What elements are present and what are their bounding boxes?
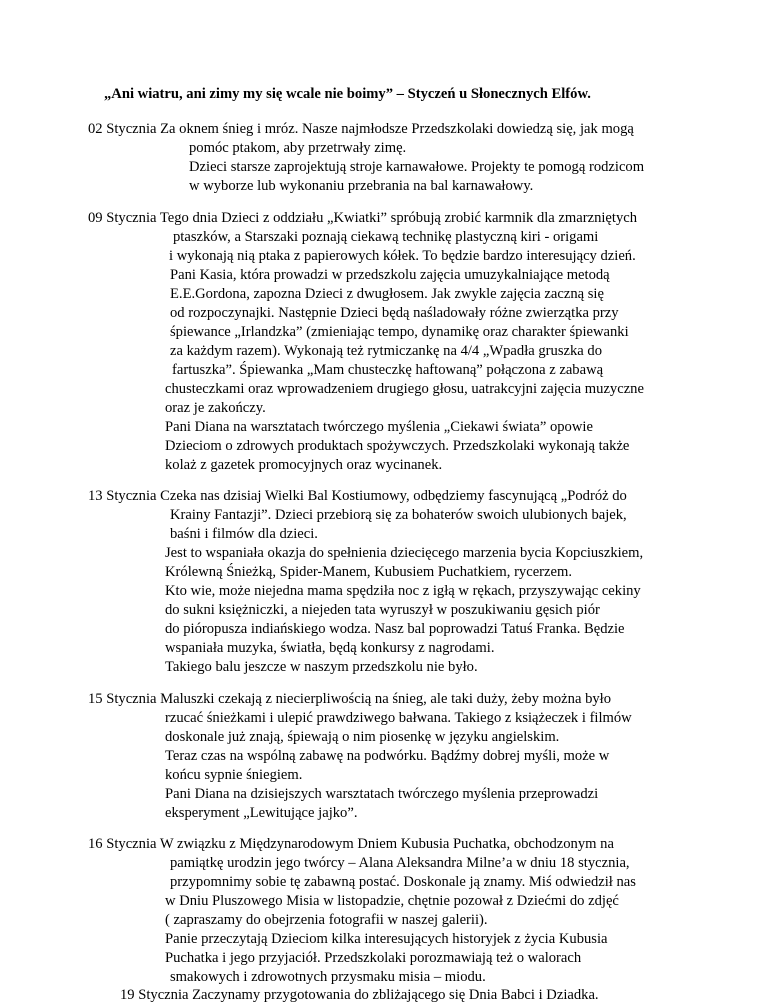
text-line: końcu sypnie śniegiem. bbox=[165, 767, 303, 783]
text-line: wspaniała muzyka, światła, będą konkursy z nagrodami. bbox=[165, 640, 495, 656]
text-line: za każdym razem). Wykonają też rytmiczankę na 4/4 „Wpadła gruszka do bbox=[170, 343, 603, 359]
text-line: ptaszków, a Starszaki poznają ciekawą technikę plastyczną kiri - origami bbox=[173, 229, 599, 245]
text-line: do pióropusza indiańskiego wodza. Nasz bal poprowadzi Tatuś Franka. Będzie bbox=[165, 621, 625, 637]
text-line: 13 Stycznia Czeka nas dzisiaj Wielki Bal Kostiumowy, odbędziemy fascynującą „Podróż do bbox=[88, 488, 627, 504]
text-line: oraz je zakończy. bbox=[165, 400, 266, 416]
text-line: baśni i filmów dla dzieci. bbox=[170, 526, 318, 542]
text-line: Panie przeczytają Dzieciom kilka interesujących historyjek z życia Kubusia bbox=[165, 931, 608, 947]
text-line: 09 Stycznia Tego dnia Dzieci z oddziału „Kwiatki” spróbują zrobić karmnik dla zmarzniętych bbox=[88, 210, 638, 226]
text-line: 02 Stycznia Za oknem śnieg i mróz. Nasze najmłodsze Przedszkolaki dowiedzą się, jak mogą bbox=[88, 121, 634, 137]
text-line: Pani Diana na dzisiejszych warsztatach twórczego myślenia przeprowadzi bbox=[165, 786, 599, 802]
document-title: „Ani wiatru, ani zimy my się wcale nie boimy” – Styczeń u Słonecznych Elfów. bbox=[104, 86, 591, 102]
text-line: ( zapraszamy do obejrzenia fotografii w naszej galerii). bbox=[165, 912, 488, 928]
text-line: Puchatka i jego przyjaciół. Przedszkolaki porozmawiają też o walorach bbox=[165, 950, 582, 966]
text-line: Dzieci starsze zaprojektują stroje karnawałowe. Projekty te pomogą rodzicom bbox=[189, 159, 645, 175]
text-line: Krainy Fantazji”. Dzieci przebiorą się za bohaterów swoich ulubionych bajek, bbox=[170, 507, 627, 523]
text-line: Dzieciom o zdrowych produktach spożywczych. Przedszkolaki wykonają także bbox=[165, 438, 630, 454]
text-line: Królewną Śnieżką, Spider-Manem, Kubusiem Puchatkiem, rycerzem. bbox=[165, 564, 572, 580]
text-line: kolaż z gazetek promocyjnych oraz wycinanek. bbox=[165, 457, 443, 473]
text-line: doskonale już znają, śpiewają o nim piosenkę w języku angielskim. bbox=[165, 729, 560, 745]
text-line: Teraz czas na wspólną zabawę na podwórku. Bądźmy dobrej myśli, może w bbox=[165, 748, 610, 764]
text-line: fartuszka”. Śpiewanka „Mam chusteczkę haftowaną” połączona z zabawą bbox=[172, 362, 604, 378]
text-line: przypomnimy sobie tę zabawną postać. Doskonale ją znamy. Miś odwiedził nas bbox=[170, 874, 636, 890]
text-line: w wyborze lub wykonaniu przebrania na bal karnawałowy. bbox=[189, 178, 534, 194]
text-line: Pani Kasia, która prowadzi w przedszkolu zajęcia umuzykalniające metodą bbox=[170, 267, 610, 283]
text-line: 15 Stycznia Maluszki czekają z niecierpliwością na śnieg, ale taki duży, żeby można było bbox=[88, 691, 612, 707]
text-line: i wykonają nią ptaka z papierowych kółek. To będzie bardzo interesujący dzień. bbox=[169, 248, 636, 264]
text-line: do sukni księżniczki, a niejeden tata wyruszył w poszukiwaniu gęsich piór bbox=[165, 602, 600, 618]
text-line: chusteczkami oraz wprowadzeniem drugiego głosu, uatrakcyjni zajęcia muzyczne bbox=[165, 381, 644, 397]
text-line: od rozpoczynajki. Następnie Dzieci będą naśladowały różne zwierzątka przy bbox=[170, 305, 619, 321]
text-line: eksperyment „Lewitujące jajko”. bbox=[165, 805, 358, 821]
text-line: Kto wie, może niejedna mama spędziła noc z igłą w rękach, przyszywając cekiny bbox=[165, 583, 641, 599]
text-line: w Dniu Pluszowego Misia w listopadzie, chętnie pozował z Dziećmi do zdjęć bbox=[165, 893, 619, 909]
text-line: E.E.Gordona, zapozna Dzieci z dwugłosem. Jak zwykle zajęcia zaczną się bbox=[170, 286, 604, 302]
text-line: 19 Stycznia Zaczynamy przygotowania do zbliżającego się Dnia Babci i Dziadka. bbox=[120, 987, 599, 1003]
text-line: Pani Diana na warsztatach twórczego myślenia „Ciekawi świata” opowie bbox=[165, 419, 593, 435]
text-line: pomóc ptakom, aby przetrwały zimę. bbox=[189, 140, 407, 156]
text-line: rzucać śnieżkami i ulepić prawdziwego bałwana. Takiego z książeczek i filmów bbox=[165, 710, 632, 726]
text-line: smakowych i zdrowotnych przysmaku misia – miodu. bbox=[170, 969, 486, 985]
text-line: śpiewance „Irlandzka” (zmieniając tempo, dynamikę oraz charakter śpiewanki bbox=[170, 324, 629, 340]
text-line: Takiego balu jeszcze w naszym przedszkolu nie było. bbox=[165, 659, 478, 675]
text-line: pamiątkę urodzin jego twórcy – Alana Aleksandra Milne’a w dniu 18 stycznia, bbox=[170, 855, 630, 871]
text-line: Jest to wspaniała okazja do spełnienia dziecięcego marzenia bycia Kopciuszkiem, bbox=[165, 545, 644, 561]
text-line: 16 Stycznia W związku z Międzynarodowym Dniem Kubusia Puchatka, obchodzonym na bbox=[88, 836, 614, 852]
